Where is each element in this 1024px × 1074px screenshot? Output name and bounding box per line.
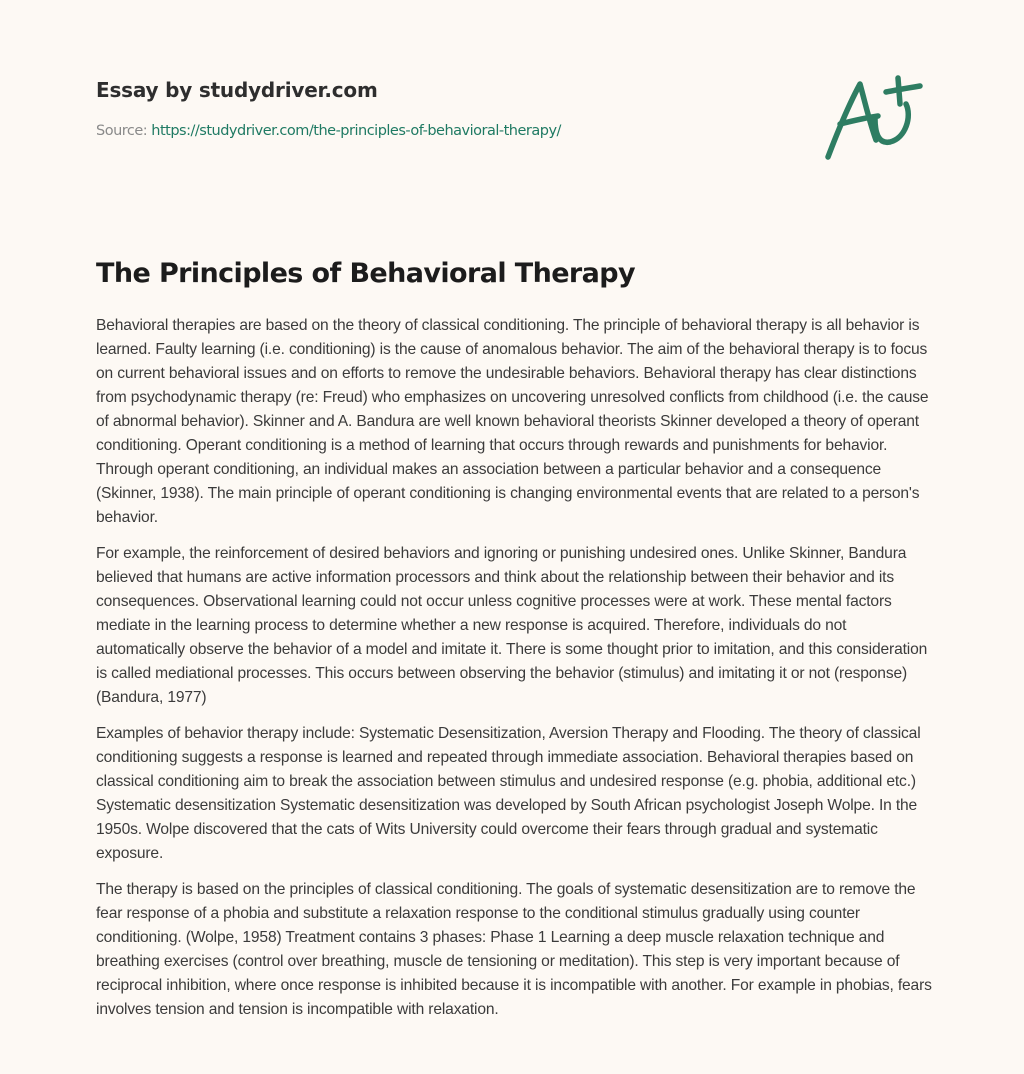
essay-header <box>96 76 696 141</box>
source-line <box>96 121 696 141</box>
essay-body <box>96 314 936 1034</box>
essay-paragraph: Examples of behavior therapy include: Systematic Desensitization, Aversion Therapy and Flooding. The theory of classical conditioning suggests a response is learned and repeated through immediate association. Behavioral therapies based on classical conditioning aim to break the association between stimulus and undesired response (e.g. phobia, additional etc.) Systematic desensitization Systematic desensitization was developed by South African psychologist Joseph Wolpe. In the 1950s. Wolpe discovered that the cats of Wits University could overcome their fears through gradual and systematic exposure. <box>96 725 921 862</box>
source-link[interactable]: https://studydriver.com/the-principles-of-behavioral-therapy/ <box>151 123 561 139</box>
a-plus-grade-icon <box>820 66 930 166</box>
essay-paragraph: Behavioral therapies are based on the theory of classical conditioning. The principle of behavioral therapy is all behavior is learned. Faulty learning (i.e. conditioning) is the cause of anomalous behavior. The aim of the behavioral therapy is to focus on current behavioral issues and on efforts to remove the undesirable behaviors. Behavioral therapy has clear distinctions from psychodynamic therapy (re: Freud) who emphasizes on uncovering unresolved conflicts from childhood (i.e. the cause of abnormal behavior). Skinner and A. Bandura are well known behavioral theorists Skinner developed a theory of operant conditioning. Operant conditioning is a method of learning that occurs through rewards and punishments for behavior. Through operant conditioning, an individual makes an association between a particular behavior and a consequence (Skinner, 1938). The main principle of operant conditioning is changing environmental events that are related to a person's behavior. <box>96 317 929 526</box>
essay-paragraph: The therapy is based on the principles of classical conditioning. The goals of systematic desensitization are to remove the fear response of a phobia and substitute a relaxation response to the conditional stimulus gradually using counter conditioning. (Wolpe, 1958) Treatment contains 3 phases: Phase 1 Learning a deep muscle relaxation technique and breathing exercises (control over breathing, muscle de tensioning or meditation). This step is very important because of reciprocal inhibition, where once response is inhibited because it is incompatible with another. For example in phobias, fears involves tension and tension is incompatible with relaxation. <box>96 881 932 1018</box>
site-title: Essay by studydriver.com <box>96 78 378 102</box>
essay-title: The Principles of Behavioral Therapy <box>96 258 635 289</box>
essay-paragraph: For example, the reinforcement of desired behaviors and ignoring or punishing undesired ones. Unlike Skinner, Bandura believed that humans are active information processors and think about the relationship between their behavior and its consequences. Observational learning could not occur unless cognitive processes were at work. These mental factors mediate in the learning process to determine whether a new response is acquired. Therefore, individuals do not automatically observe the behavior of a model and imitate it. There is some thought prior to imitation, and this consideration is called mediational processes. This occurs between observing the behavior (stimulus) and imitating it or not (response) (Bandura, 1977) <box>96 545 928 706</box>
source-label: Source: <box>96 123 148 139</box>
